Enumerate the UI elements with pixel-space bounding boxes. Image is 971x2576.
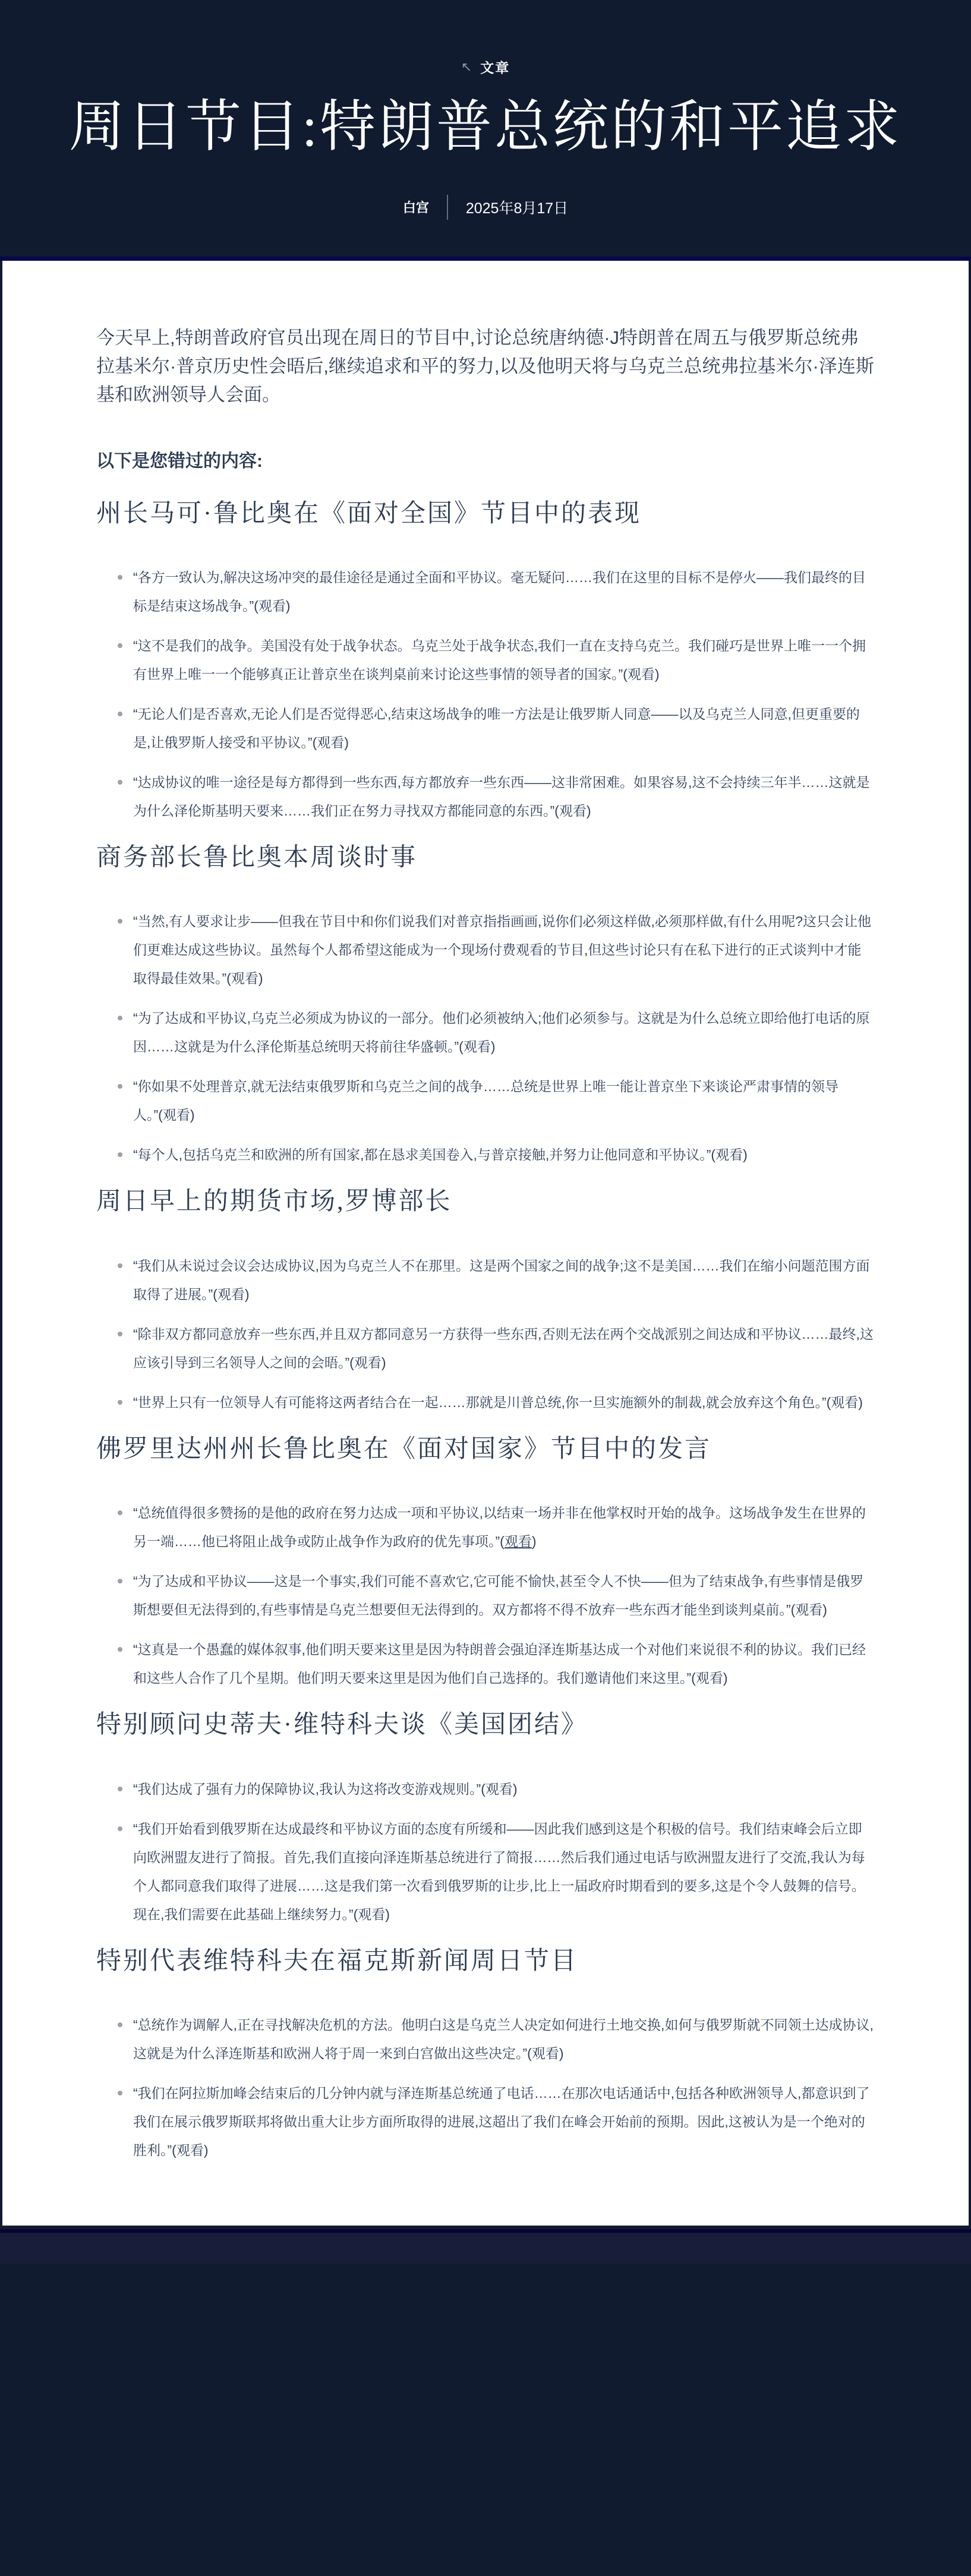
quote-text: “为了达成和平协议——这是一个事实,我们可能不喜欢它,它可能不愉快,甚至令人不快——但为了结束战争,有些事情是俄罗斯想要但无法得到的,有些事情是乌克兰想要但无法得到的。双方都将不得不放弃一些东西才能坐到谈判桌前。” bbox=[133, 1573, 864, 1618]
quote-text: “达成协议的唯一途径是每方都得到一些东西,每方都放弃一些东西——这非常困难。如果容易,这不会持续三年半……这就是为什么泽伦斯基明天要来……我们正在努力寻找双方都能同意的东西。” bbox=[133, 775, 870, 819]
quote-list bbox=[96, 907, 875, 1169]
quote-item bbox=[133, 1815, 875, 1929]
watch-wrap: (观看) bbox=[481, 1781, 518, 1797]
watch-wrap: (观看) bbox=[826, 1394, 863, 1410]
quote-text: “我们从未说过会议会达成协议,因为乌克兰人不在那里。这是两个国家之间的战争;这不是美国……我们在缩小问题范围方面取得了进展。” bbox=[133, 1257, 870, 1302]
quote-item bbox=[133, 1388, 875, 1417]
watch-link[interactable]: 观看 bbox=[559, 803, 587, 819]
quote-text: “这不是我们的战争。美国没有处于战争状态。乌克兰处于战争状态,我们一直在支持乌克兰。我们碰巧是世界上唯一一个拥有世界上唯一一个能够真正让普京坐在谈判桌前来讨论这些事情的领导者的国家。” bbox=[133, 638, 866, 682]
watch-wrap: (观看) bbox=[554, 803, 591, 819]
section-5 bbox=[96, 1710, 875, 1928]
watch-link[interactable]: 观看 bbox=[485, 1781, 513, 1797]
quote-item bbox=[133, 700, 875, 757]
source-label: 白宫 bbox=[402, 200, 429, 216]
quote-text: “为了达成和平协议,乌克兰必须成为协议的一部分。他们必须被纳入;他们必须参与。这就是为什么总统立即给他打电话的原因……这就是为什么泽伦斯基总统明天将前往华盛顿。” bbox=[133, 1010, 870, 1055]
intro-paragraph: 今天早上,特朗普政府官员出现在周日的节目中,讨论总统唐纳德·J特朗普在周五与俄罗斯总统弗拉基米尔·普京历史性会晤后,继续追求和平的努力,以及他明天将与乌克兰总统弗拉基米尔·泽连斯基和欧洲领导人会面。 bbox=[96, 327, 874, 405]
quote-list bbox=[96, 563, 875, 825]
section-6 bbox=[96, 1946, 875, 2164]
sections-container bbox=[96, 499, 875, 2164]
article-card bbox=[2, 261, 969, 2226]
quote-item bbox=[133, 1072, 875, 1129]
quote-list bbox=[96, 2011, 875, 2164]
watch-wrap: (观看) bbox=[158, 1107, 195, 1123]
quote-text: “这真是一个愚蠢的媒体叙事,他们明天要来这里是因为特朗普会强迫泽连斯基达成一个对他们来说很不利的协议。我们已经和这些人合作了几个星期。他们明天要来这里是因为他们自己选择的。我们邀请他们来这里。” bbox=[133, 1642, 866, 1686]
section-1 bbox=[96, 499, 875, 825]
quote-text: “当然,有人要求让步——但我在节目中和你们说我们对普京指指画画,说你们必须这样做,必须那样做,有什么用呢?这只会让他们更难达成这些协议。虽然每个人都希望这能成为一个现场付费观看的节目,但这些讨论只有在私下进行的正式谈判中才能取得最佳效果。” bbox=[133, 914, 872, 987]
date-label: 2025年8月17日 bbox=[465, 200, 569, 217]
breadcrumb-articles-link[interactable] bbox=[461, 57, 510, 77]
quote-item bbox=[133, 1004, 875, 1061]
watch-link[interactable]: 观看 bbox=[354, 1354, 382, 1370]
watch-wrap: (观看) bbox=[527, 2046, 564, 2062]
quote-item bbox=[133, 1775, 875, 1803]
quote-text: “我们在阿拉斯加峰会结束后的几分钟内就与泽连斯基总统通了电话……在那次电话通话中,包括各种欧洲领导人,都意识到了我们在展示俄罗斯联邦将做出重大让步方面所取得的进展,这超出了我们在峰会开始前的预期。因此,这被认为是一个绝对的胜利。” bbox=[133, 2085, 870, 2158]
main-content bbox=[0, 261, 971, 2229]
quote-list bbox=[96, 1775, 875, 1929]
watch-link[interactable]: 观看 bbox=[176, 2142, 204, 2158]
watch-wrap: (观看) bbox=[711, 1147, 748, 1163]
quote-item bbox=[133, 1320, 875, 1377]
quote-text: “除非双方都同意放弃一些东西,并且双方都同意另一方获得一些东西,否则无法在两个交战派别之间达成和平协议……最终,这应该引导到三名领导人之间的会晤。” bbox=[133, 1326, 874, 1370]
quote-text: “世界上只有一位领导人有可能将这两者结合在一起……那就是川普总统,你一旦实施额外的制裁,就会放弃这个角色。” bbox=[133, 1394, 827, 1410]
watch-wrap: (观看) bbox=[500, 1534, 537, 1550]
quote-text: “总统作为调解人,正在寻找解决危机的方法。他明白这是乌克兰人决定如何进行土地交换,如何与俄罗斯就不同领土达成协议,这就是为什么泽连斯基和欧洲人将于周一来到白宫做出这些决定。” bbox=[133, 2017, 874, 2062]
watch-wrap: (观看) bbox=[349, 1354, 386, 1370]
quote-text: “总统值得很多赞扬的是他的政府在努力达成一项和平协议,以结束一场并非在他掌权时开始的战争。这场战争发生在世界的另一端……他已将阻止战争或防止战争作为政府的优先事项。” bbox=[133, 1505, 866, 1550]
page-footer bbox=[0, 2229, 971, 2264]
section-heading: 佛罗里达州州长鲁比奥在《面对国家》节目中的发言 bbox=[96, 1435, 712, 1463]
watch-link[interactable]: 观看 bbox=[358, 1906, 386, 1922]
watch-link[interactable]: 观看 bbox=[504, 1534, 532, 1550]
watch-wrap: (观看) bbox=[172, 2142, 209, 2158]
quote-list bbox=[96, 1251, 875, 1417]
quote-item bbox=[133, 768, 875, 825]
quote-item bbox=[133, 1567, 875, 1624]
quote-item bbox=[133, 907, 875, 993]
section-heading: 特别代表维特科夫在福克斯新闻周日节目 bbox=[96, 1947, 578, 1975]
watch-link[interactable]: 观看 bbox=[831, 1394, 859, 1410]
quote-text: “无论人们是否喜欢,无论人们是否觉得恶心,结束这场战争的唯一方法是让俄罗斯人同意——以及乌克兰人同意,但更重要的是,让俄罗斯人接受和平协议。” bbox=[133, 706, 860, 751]
watch-link[interactable]: 观看 bbox=[231, 971, 258, 987]
section-3 bbox=[96, 1187, 875, 1416]
watch-link[interactable]: 观看 bbox=[695, 1670, 723, 1686]
article-header bbox=[0, 0, 971, 257]
watch-wrap: (观看) bbox=[254, 598, 291, 614]
quote-text: “每个人,包括乌克兰和欧洲的所有国家,都在恳求美国卷入,与普京接触,并努力让他同意和平协议。” bbox=[133, 1147, 711, 1163]
watch-link[interactable]: 观看 bbox=[463, 1039, 491, 1055]
article-meta bbox=[0, 195, 971, 220]
header-divider-line bbox=[0, 257, 971, 261]
watch-link[interactable]: 观看 bbox=[217, 1286, 245, 1302]
watch-wrap: (观看) bbox=[312, 735, 349, 751]
quote-text: “你如果不处理普京,就无法结束俄罗斯和乌克兰之间的战争……总统是世界上唯一能让普京坐下来谈论严肃事情的领导人。” bbox=[133, 1079, 839, 1123]
quote-item bbox=[133, 1140, 875, 1169]
back-arrow-icon: ↖ bbox=[461, 59, 474, 74]
watch-link[interactable]: 观看 bbox=[531, 2046, 559, 2062]
watch-link[interactable]: 观看 bbox=[258, 598, 286, 614]
quote-text: “我们达成了强有力的保障协议,我认为这将改变游戏规则。” bbox=[133, 1781, 481, 1797]
watch-wrap: (观看) bbox=[353, 1906, 390, 1922]
section-heading: 周日早上的期货市场,罗博部长 bbox=[96, 1188, 452, 1216]
section-heading: 商务部长鲁比奥本周谈时事 bbox=[96, 844, 418, 872]
watch-wrap: (观看) bbox=[691, 1670, 728, 1686]
section-heading: 州长马可·鲁比奥在《面对全国》节目中的表现 bbox=[96, 500, 641, 527]
breadcrumb-label: 文章 bbox=[480, 60, 510, 75]
section-heading: 特别顾问史蒂夫·维特科夫谈《美国团结》 bbox=[96, 1711, 588, 1739]
watch-link[interactable]: 观看 bbox=[162, 1107, 190, 1123]
watch-wrap: (观看) bbox=[623, 666, 660, 682]
watch-link[interactable]: 观看 bbox=[317, 735, 345, 751]
quote-item bbox=[133, 631, 875, 688]
quote-text: “我们开始看到俄罗斯在达成最终和平协议方面的态度有所缓和——因此我们感到这是个积极的信号。我们结束峰会后立即向欧洲盟友进行了简报。首先,我们直接向泽连斯基总统进行了简报……然后我们通过电话与欧洲盟友进行了交流,我认为每个人都同意我们取得了进展……这是我们第一次看到俄罗斯的让步,比上一届政府时期看到的要多,这是个令人鼓舞的信号。现在,我们需要在此基础上继续努力。” bbox=[133, 1820, 865, 1922]
watch-link[interactable]: 观看 bbox=[627, 666, 655, 682]
quote-item bbox=[133, 1251, 875, 1308]
quote-text: “各方一致认为,解决这场冲突的最佳途径是通过全面和平协议。毫无疑问……我们在这里的目标不是停火——我们最终的目标是结束这场战争。” bbox=[133, 570, 866, 614]
watch-wrap: (观看) bbox=[459, 1039, 496, 1055]
watch-link[interactable]: 观看 bbox=[795, 1602, 823, 1618]
section-2 bbox=[96, 843, 875, 1169]
quote-item bbox=[133, 1635, 875, 1692]
watch-wrap: (观看) bbox=[790, 1602, 827, 1618]
quote-item bbox=[133, 563, 875, 620]
page-title: 周日节目:特朗普总统的和平追求 bbox=[68, 96, 903, 158]
watch-wrap: (观看) bbox=[213, 1286, 250, 1302]
section-4 bbox=[96, 1434, 875, 1692]
watch-wrap: (观看) bbox=[226, 971, 263, 987]
quote-item bbox=[133, 1499, 875, 1556]
watch-link[interactable]: 观看 bbox=[715, 1147, 743, 1163]
quote-item bbox=[133, 2079, 875, 2164]
missed-content-label: 以下是您错过的内容: bbox=[96, 451, 263, 471]
quote-item bbox=[133, 2011, 875, 2068]
meta-divider bbox=[447, 195, 448, 220]
quote-list bbox=[96, 1499, 875, 1692]
